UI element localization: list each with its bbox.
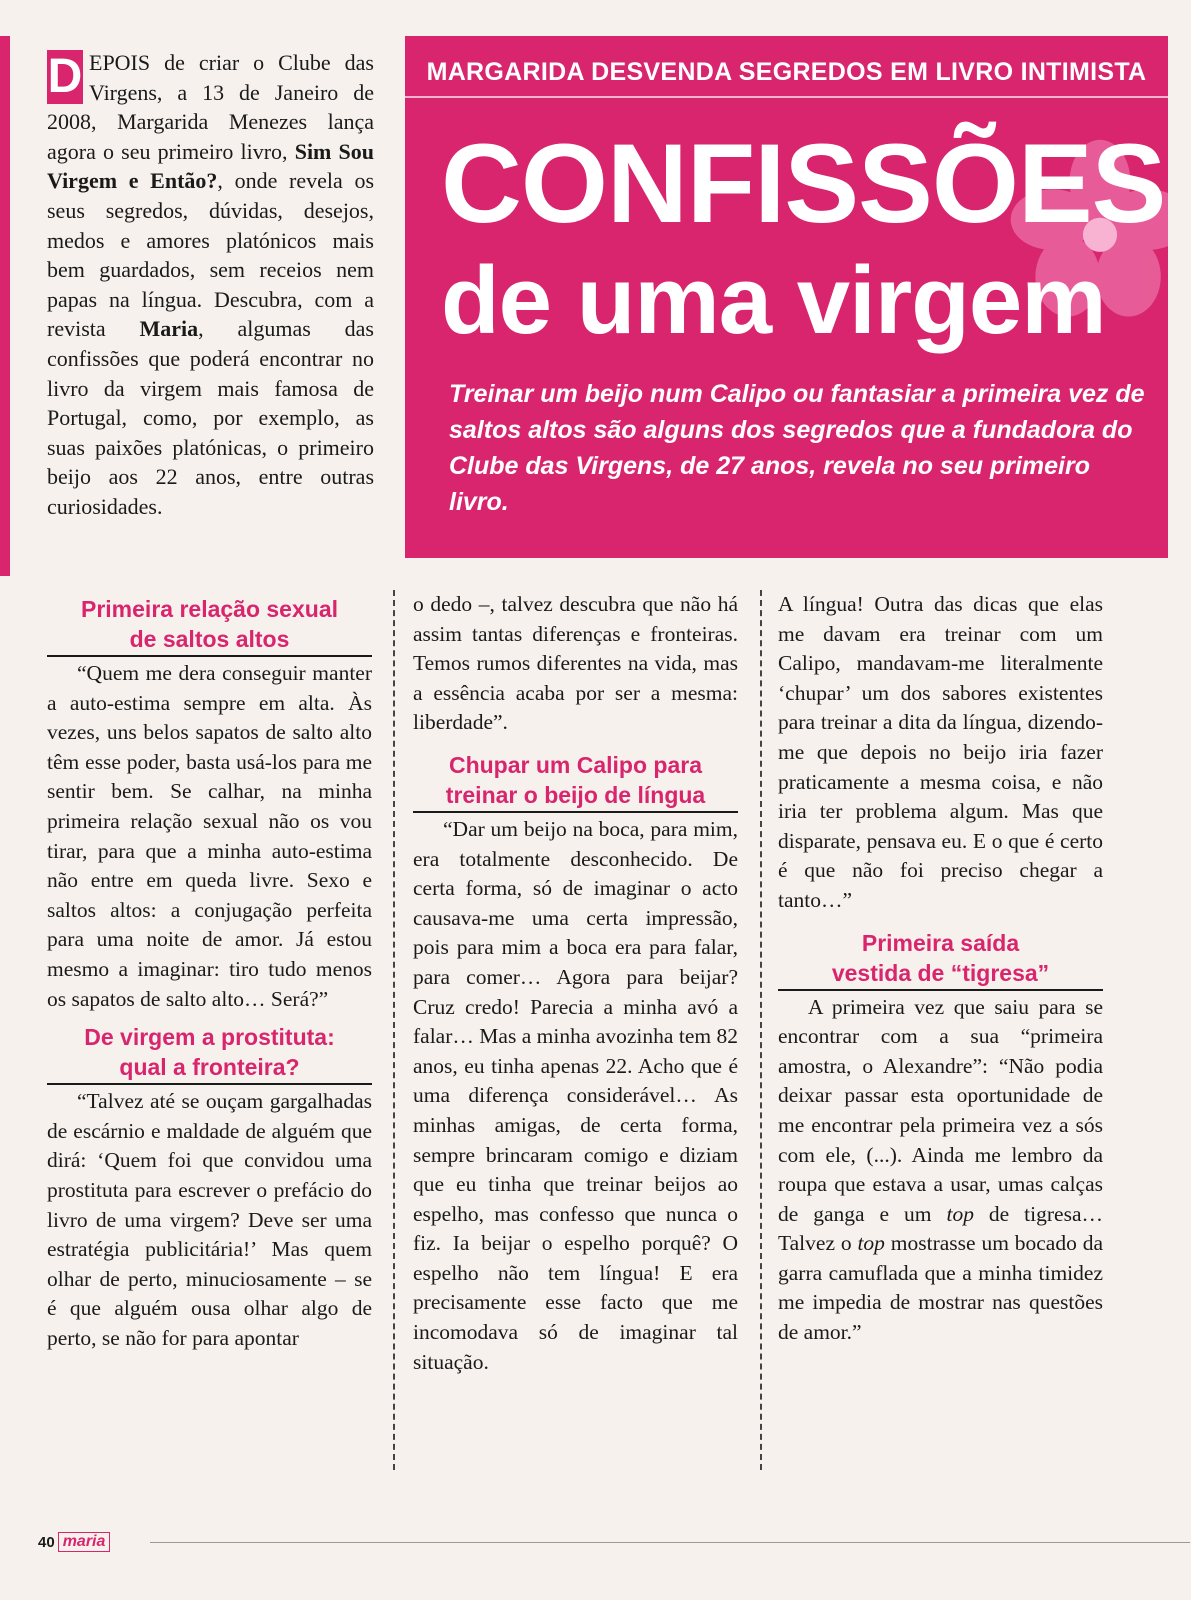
magazine-logo: maria: [58, 1532, 111, 1552]
title-line-2: de uma virgem: [441, 247, 1106, 354]
section-text: “Quem me dera conseguir manter a auto-estima sempre em alta. Às vezes, uns belos sapatos de salto alto têm esse poder, basta usá-los para me sentir bem. Se calhar, na minha primeira relação sexual não os vou tirar, para que a minha auto-estima não entre em queda livre. Sexo e saltos altos: a conjugação perfeita para uma noite de amor. Já estou mesmo a imaginar: tiro tudo menos os sapatos de salto alto… Será?”: [47, 661, 372, 1011]
column-3: [778, 590, 1103, 1348]
section-heading-line: qual a fronteira?: [47, 1052, 372, 1085]
section-heading: [47, 594, 372, 657]
text-run: mostrasse um bocado da garra camuflada que a minha timidez me impedia de mostrar nas questões de amor.”: [778, 1231, 1103, 1345]
section-heading-line: De virgem a prostituta:: [84, 1024, 335, 1051]
text-run: A primeira vez que saiu para se encontrar com a sua “primeira amostra, o Alexandre”: “Não podia deixar passar esta oportunidade de me encontrar pela primeira vez a sós com ele, (...). Ainda me lembro da roupa que estava a usar, umas calças de ganga e um: [778, 994, 1103, 1226]
section-text: A língua! Outra das dicas que elas me davam era treinar com um Calipo, mandavam-me literalmente ‘chupar’ um dos sabores existentes para treinar a dita da língua, dizendo-me que depois no beijo iria fazer praticamente a mesma coisa, e não iria ter problema algum. Mas que disparate, pensava eu. E o que é certo é que não foi preciso chegar a tanto…”: [778, 592, 1103, 912]
text-run: de tigresa… Talvez o: [778, 1201, 1103, 1256]
section-heading: [413, 750, 738, 813]
section-heading-line: Chupar um Calipo para: [448, 751, 703, 778]
column-divider: [393, 590, 395, 1470]
subheadline: Treinar um beijo num Calipo ou fantasiar a primeira vez de saltos altos são alguns dos segredos que a fundadora do Clube das Virgens, de 27 anos, revela no seu primeiro livro.: [449, 380, 1145, 516]
column-2: [413, 590, 738, 1377]
italic-term: top: [857, 1231, 885, 1256]
drop-cap: D: [47, 50, 83, 103]
magazine-name: Maria: [139, 316, 199, 342]
italic-term: top: [946, 1201, 974, 1226]
intro-text-2: , onde revela os seus segredos, dúvidas, desejos, medos e amores platónicos mais bem guardados, sem receios nem papas na língua. Descubra, com a revista: [47, 168, 374, 342]
section-heading: [47, 1022, 372, 1085]
section-heading-line: treinar o beijo de língua: [413, 780, 738, 813]
kicker: MARGARIDA DESVENDA SEGREDOS EM LIVRO INTIMISTA: [405, 48, 1168, 98]
page-number: 40: [38, 1533, 55, 1551]
section-text: “Dar um beijo na boca, para mim, era totalmente desconhecido. De certa forma, só de imaginar o acto causava-me uma certa impressão, pois para mim a boca era para falar, para comer… Agora para beijar? Cruz credo! Parecia a minha avó a falar… Mas a minha avozinha tem 82 anos, eu tinha apenas 22. Acho que é uma diferença considerável… As minhas amigas, de certa forma, sempre brincaram comigo e diziam que eu tinha que treinar beijos ao espelho, mas confesso que nunca o fiz. Ia beijar o espelho porquê? O espelho não tem língua! E era precisamente esse facto que me incomodava só de imaginar tal situação.: [413, 816, 738, 1374]
section-text: o dedo –, talvez descubra que não há assim tantas diferenças e fronteiras. Temos rumos diferentes na vida, mas a essência acaba por ser a mesma: liberdade”.: [413, 592, 738, 735]
column-1: [47, 590, 372, 1353]
section-heading-line: vestida de “tigresa”: [778, 958, 1103, 991]
book-title: Sim Sou Virgem e Então?: [47, 138, 374, 194]
pink-edge-bar: [0, 36, 10, 576]
page-footer: [38, 1530, 110, 1554]
footer-rule: [150, 1542, 1190, 1543]
section-heading-line: Primeira saída: [861, 929, 1020, 956]
column-divider: [760, 590, 762, 1470]
intro-text-3: , algumas das confissões que poderá encontrar no livro da virgem mais famosa de Portugal, como, por exemplo, as suas paixões platónicas, o primeiro beijo aos 22 anos, entre outras curiosidades.: [47, 316, 374, 519]
section-text: “Talvez até se ouçam gargalhadas de escárnio e maldade de alguém que dirá: ‘Quem foi que convidou uma prostituta para escrever o prefácio do livro de uma virgem? Deve ser uma estratégia publicitária!’ Mas quem olhar de perto, minuciosamente – se é que alguém ousa olhar algo de perto, se não for para apontar: [47, 1089, 372, 1350]
headline-banner: [405, 36, 1168, 558]
intro-text-1: EPOIS de criar o Clube das Virgens, a 13 de Janeiro de 2008, Margarida Menezes lança agora o seu primeiro livro,: [47, 50, 374, 164]
section-heading-line: Primeira relação sexual: [81, 596, 338, 622]
section-heading: [778, 928, 1103, 991]
section-text: [778, 993, 1103, 1348]
intro-paragraph: [47, 48, 374, 522]
section-heading-line: de saltos altos: [47, 624, 372, 657]
page-title: [441, 121, 1166, 356]
title-line-1: CONFISSÕES: [441, 121, 1166, 246]
